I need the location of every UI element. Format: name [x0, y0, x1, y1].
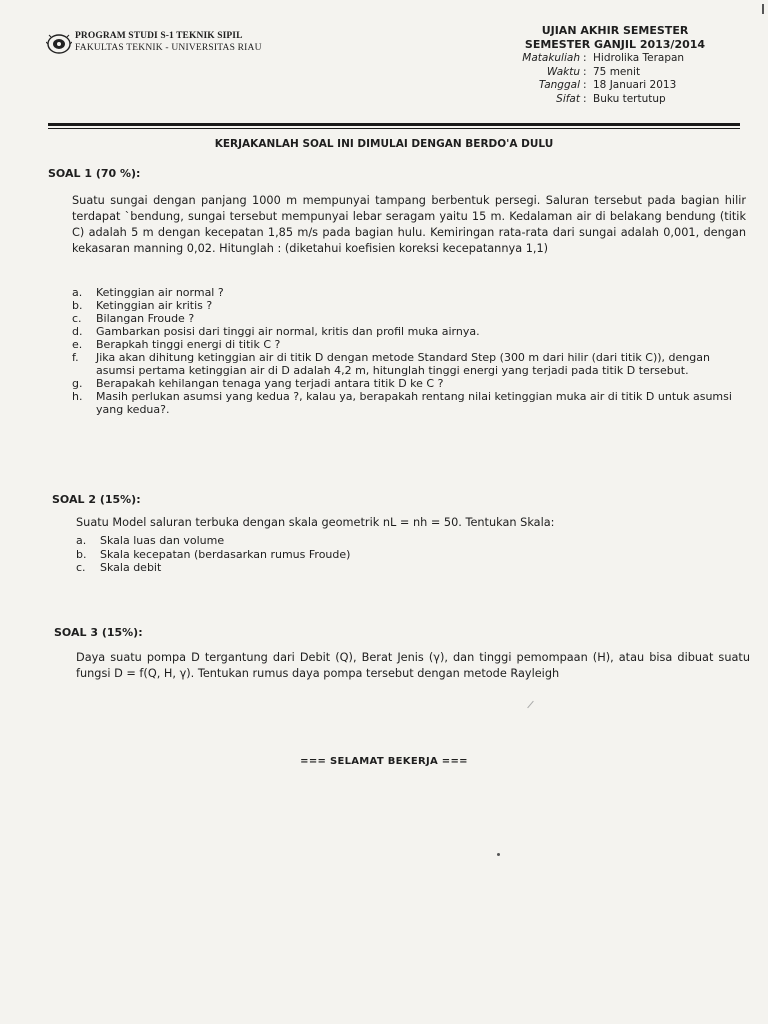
question-text: Gambarkan posisi dari tinggi air normal, kritis dan profil muka airnya.: [96, 325, 480, 338]
question-letter: f.: [72, 351, 79, 364]
exam-detail-row: Waktu : 75 menit: [500, 66, 740, 80]
header-divider-thick: [48, 123, 740, 126]
exam-detail-value: 18 Januari 2013: [593, 79, 677, 91]
question-letter: b.: [72, 299, 83, 312]
question-text: Ketinggian air normal ?: [96, 286, 224, 299]
soal1-intro: Suatu sungai dengan panjang 1000 m mempunyai tampang berbentuk persegi. Saluran tersebut pada bagian hilir terdapat `bendung, sungai tersebut mempunyai lebar seragam yaitu 15 m. Kedalaman air di belakang bendung (titik C) adalah 5 m dengan kecepatan 1,85 m/s pada bagian hulu. Kemiringan rata-rata dari sungai adalah 0,001, dengan kekasaran manning 0,02. Hitunglah : (diketahui koefisien koreksi kecepatannya 1,1): [72, 194, 746, 255]
question-text: Ketinggian air kritis ?: [96, 299, 213, 312]
question-text: Bilangan Froude ?: [96, 312, 195, 325]
soal3-heading: SOAL 3 (15%):: [54, 626, 143, 639]
exam-detail-value: 75 menit: [593, 65, 641, 78]
question-item: [72, 299, 748, 312]
soal3-text: Daya suatu pompa D tergantung dari Debit (Q), Berat Jenis (γ), dan tinggi pemompaan (H), atau bisa dibuat suatu fungsi D = f(Q, H, γ). Tentukan rumus daya pompa tersebut dengan metode Rayleigh: [76, 651, 750, 680]
question-text: Skala kecepatan (berdasarkan rumus Froude): [100, 547, 351, 561]
exam-detail-label: Matakuliah: [522, 52, 580, 64]
question-item: [72, 390, 748, 416]
institution-program: PROGRAM STUDI S-1 TEKNIK SIPIL: [75, 31, 243, 41]
question-item: [76, 534, 676, 548]
question-letter: c.: [76, 561, 86, 574]
institution-header: [46, 30, 262, 56]
exam-title: UJIAN AKHIR SEMESTER: [541, 24, 689, 37]
question-letter: d.: [72, 325, 83, 338]
question-text: Skala luas dan volume: [100, 534, 225, 547]
soal2-intro: Suatu Model saluran terbuka dengan skala geometrik nL = nh = 50. Tentukan Skala:: [76, 516, 555, 529]
question-letter: c.: [72, 312, 82, 325]
question-item: [72, 325, 748, 338]
question-letter: g.: [72, 377, 83, 390]
question-item: [72, 351, 748, 377]
soal1-heading: SOAL 1 (70 %):: [48, 167, 141, 180]
university-logo-icon: [46, 32, 72, 56]
question-text: Berapakah kehilangan tenaga yang terjadi antara titik D ke C ?: [96, 377, 444, 390]
exam-detail-label: Waktu: [546, 65, 580, 78]
exam-detail-row: Matakuliah : Hidrolika Terapan: [500, 52, 740, 66]
exam-detail-label: Sifat: [556, 92, 580, 105]
question-text: Skala debit: [100, 561, 162, 574]
question-letter: b.: [76, 547, 87, 561]
question-letter: a.: [72, 286, 83, 299]
header-divider-thin: [48, 128, 740, 129]
scan-mark: [527, 701, 534, 709]
exam-instruction: KERJAKANLAH SOAL INI DIMULAI DENGAN BERDO'A DULU: [214, 138, 554, 150]
question-text: Masih perlukan asumsi yang kedua ?, kalau ya, berapakah rentang nilai ketinggian muka air di titik D untuk asumsi yang kedua?.: [96, 390, 732, 416]
closing-text: === SELAMAT BEKERJA ===: [300, 756, 468, 767]
question-item: [72, 377, 748, 390]
soal1-questions: [72, 286, 748, 416]
exam-detail-value: Buku tertutup: [593, 92, 666, 105]
question-item: [72, 338, 748, 351]
question-letter: e.: [72, 338, 83, 351]
exam-detail-label: Tanggal: [538, 79, 580, 91]
institution-faculty: FAKULTAS TEKNIK - UNIVERSITAS RIAU: [75, 43, 262, 53]
exam-info: [500, 24, 740, 106]
question-item: [72, 312, 748, 325]
question-letter: a.: [76, 534, 87, 547]
scan-mark: [762, 4, 764, 14]
question-item: [76, 548, 676, 562]
exam-detail-row: Sifat : Buku tertutup: [500, 93, 740, 107]
question-letter: h.: [72, 390, 83, 403]
scan-dot: [497, 853, 500, 856]
exam-semester: SEMESTER GANJIL 2013/2014: [524, 38, 706, 51]
soal2-items: [76, 534, 676, 575]
soal2-heading: SOAL 2 (15%):: [52, 493, 141, 506]
question-item: [76, 561, 676, 575]
question-text: Berapkah tinggi energi di titik C ?: [96, 338, 281, 351]
question-item: [72, 286, 748, 299]
exam-detail-value: Hidrolika Terapan: [593, 52, 685, 64]
exam-detail-row: Tanggal : 18 Januari 2013: [500, 79, 740, 93]
question-text: Jika akan dihitung ketinggian air di titik D dengan metode Standard Step (300 m dari hilir (dari titik C)), dengan asumsi pertama ketinggian air di D adalah 4,2 m, hitunglah tinggi energi yang terjadi pada titik D tersebut.: [96, 351, 710, 377]
